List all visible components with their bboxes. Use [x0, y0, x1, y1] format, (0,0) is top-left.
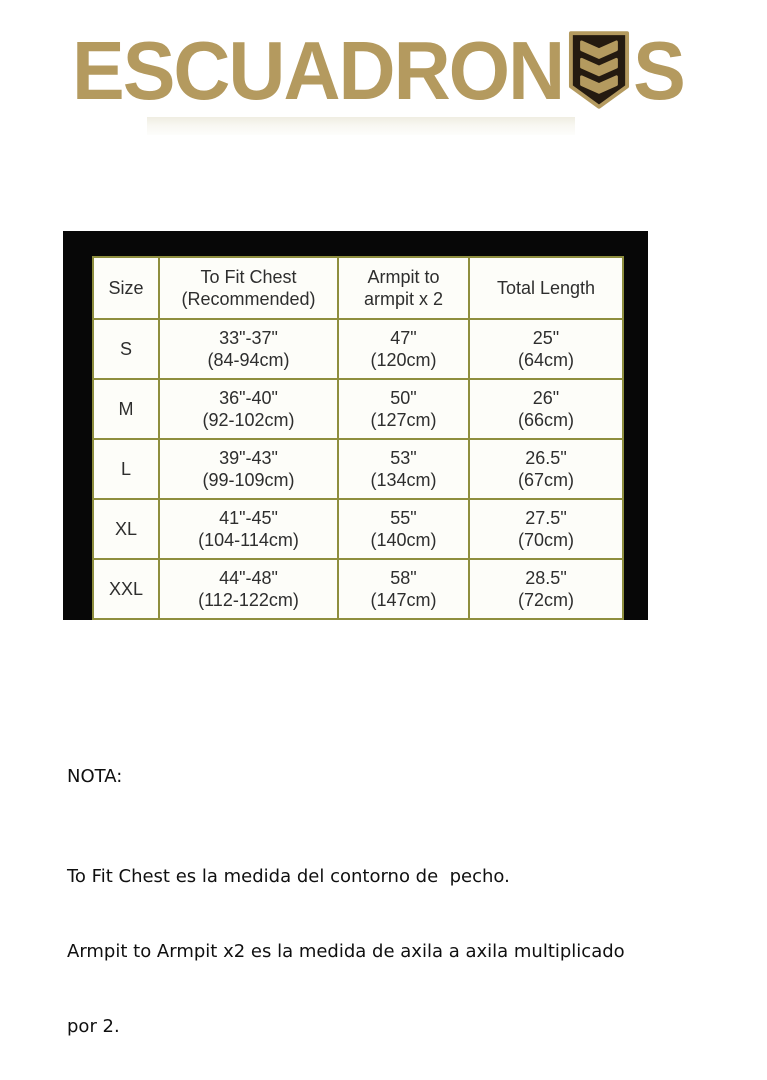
note-title: NOTA:	[67, 766, 123, 787]
size-label: XXL	[108, 579, 144, 599]
note-line: por 2.	[67, 1016, 120, 1037]
value-inches: 26"	[532, 388, 560, 408]
header-cell-size	[93, 257, 159, 319]
size-label: XL	[114, 519, 138, 539]
logo-text-right: S	[633, 23, 684, 117]
note-line: Armpit to Armpit x2 es la medida de axila a axila multiplicado	[67, 941, 625, 962]
header-text: Armpit to	[367, 267, 440, 287]
value-cm: (66cm)	[517, 410, 574, 430]
chest-cell	[159, 439, 338, 499]
table-header-row	[93, 257, 623, 319]
header-text: armpit x 2	[363, 289, 444, 309]
value-inches: 33"-37"	[219, 328, 278, 348]
size-cell	[93, 559, 159, 619]
value-inches: 28.5"	[525, 568, 567, 588]
value-inches: 39"-43"	[219, 448, 278, 468]
value-inches: 50"	[390, 388, 417, 408]
value-inches: 53"	[390, 448, 417, 468]
value-cm: (147cm)	[370, 590, 437, 610]
chest-cell	[159, 559, 338, 619]
value-cm: (92-102cm)	[202, 410, 295, 430]
header-cell-armpit	[338, 257, 469, 319]
table-row-s	[93, 319, 623, 379]
length-cell	[469, 559, 623, 619]
value-inches: 36"-40"	[219, 388, 278, 408]
value-inches: 27.5"	[525, 508, 567, 528]
size-chart-table	[92, 256, 624, 620]
armpit-cell	[338, 559, 469, 619]
chest-cell	[159, 319, 338, 379]
value-cm: (64cm)	[517, 350, 574, 370]
value-inches: 41"-45"	[219, 508, 278, 528]
note-section	[67, 714, 727, 1064]
size-cell	[93, 379, 159, 439]
size-cell	[93, 439, 159, 499]
armpit-cell	[338, 439, 469, 499]
value-inches: 25"	[532, 328, 560, 348]
table-row-xl	[93, 499, 623, 559]
table-row-xxl	[93, 559, 623, 619]
armpit-cell	[338, 379, 469, 439]
value-cm: (104-114cm)	[198, 530, 299, 550]
value-cm: (134cm)	[370, 470, 437, 490]
length-cell	[469, 319, 623, 379]
header-cell-length	[469, 257, 623, 319]
value-cm: (84-94cm)	[207, 350, 290, 370]
size-label: M	[118, 399, 134, 419]
chest-cell	[159, 379, 338, 439]
armpit-cell	[338, 319, 469, 379]
shield-badge-icon	[568, 30, 630, 110]
value-cm: (127cm)	[370, 410, 437, 430]
value-cm: (99-109cm)	[202, 470, 295, 490]
size-label: S	[119, 339, 132, 359]
size-cell	[93, 319, 159, 379]
value-cm: (72cm)	[517, 590, 574, 610]
armpit-cell	[338, 499, 469, 559]
value-cm: (140cm)	[370, 530, 437, 550]
length-cell	[469, 379, 623, 439]
size-label: L	[120, 459, 131, 479]
value-inches: 47"	[390, 328, 417, 348]
size-chart-frame	[63, 231, 648, 620]
header-cell-chest	[159, 257, 338, 319]
value-inches: 44"-48"	[219, 568, 278, 588]
value-cm: (70cm)	[517, 530, 574, 550]
table-row-l	[93, 439, 623, 499]
length-cell	[469, 499, 623, 559]
value-cm: (67cm)	[517, 470, 574, 490]
table-row-m	[93, 379, 623, 439]
logo-underline	[147, 117, 575, 135]
note-line: To Fit Chest es la medida del contorno de pecho.	[67, 866, 510, 887]
chest-cell	[159, 499, 338, 559]
value-inches: 26.5"	[525, 448, 567, 468]
logo-text-left: ESCUADRON	[72, 23, 564, 117]
header-text: Size	[108, 278, 144, 298]
value-inches: 58"	[390, 568, 417, 588]
header-text: To Fit Chest	[200, 267, 297, 287]
value-cm: (120cm)	[370, 350, 437, 370]
length-cell	[469, 439, 623, 499]
brand-logo	[72, 23, 684, 117]
header-text: (Recommended)	[181, 289, 316, 309]
value-inches: 55"	[390, 508, 417, 528]
size-cell	[93, 499, 159, 559]
header-text: Total Length	[496, 278, 596, 298]
value-cm: (112-122cm)	[198, 590, 299, 610]
